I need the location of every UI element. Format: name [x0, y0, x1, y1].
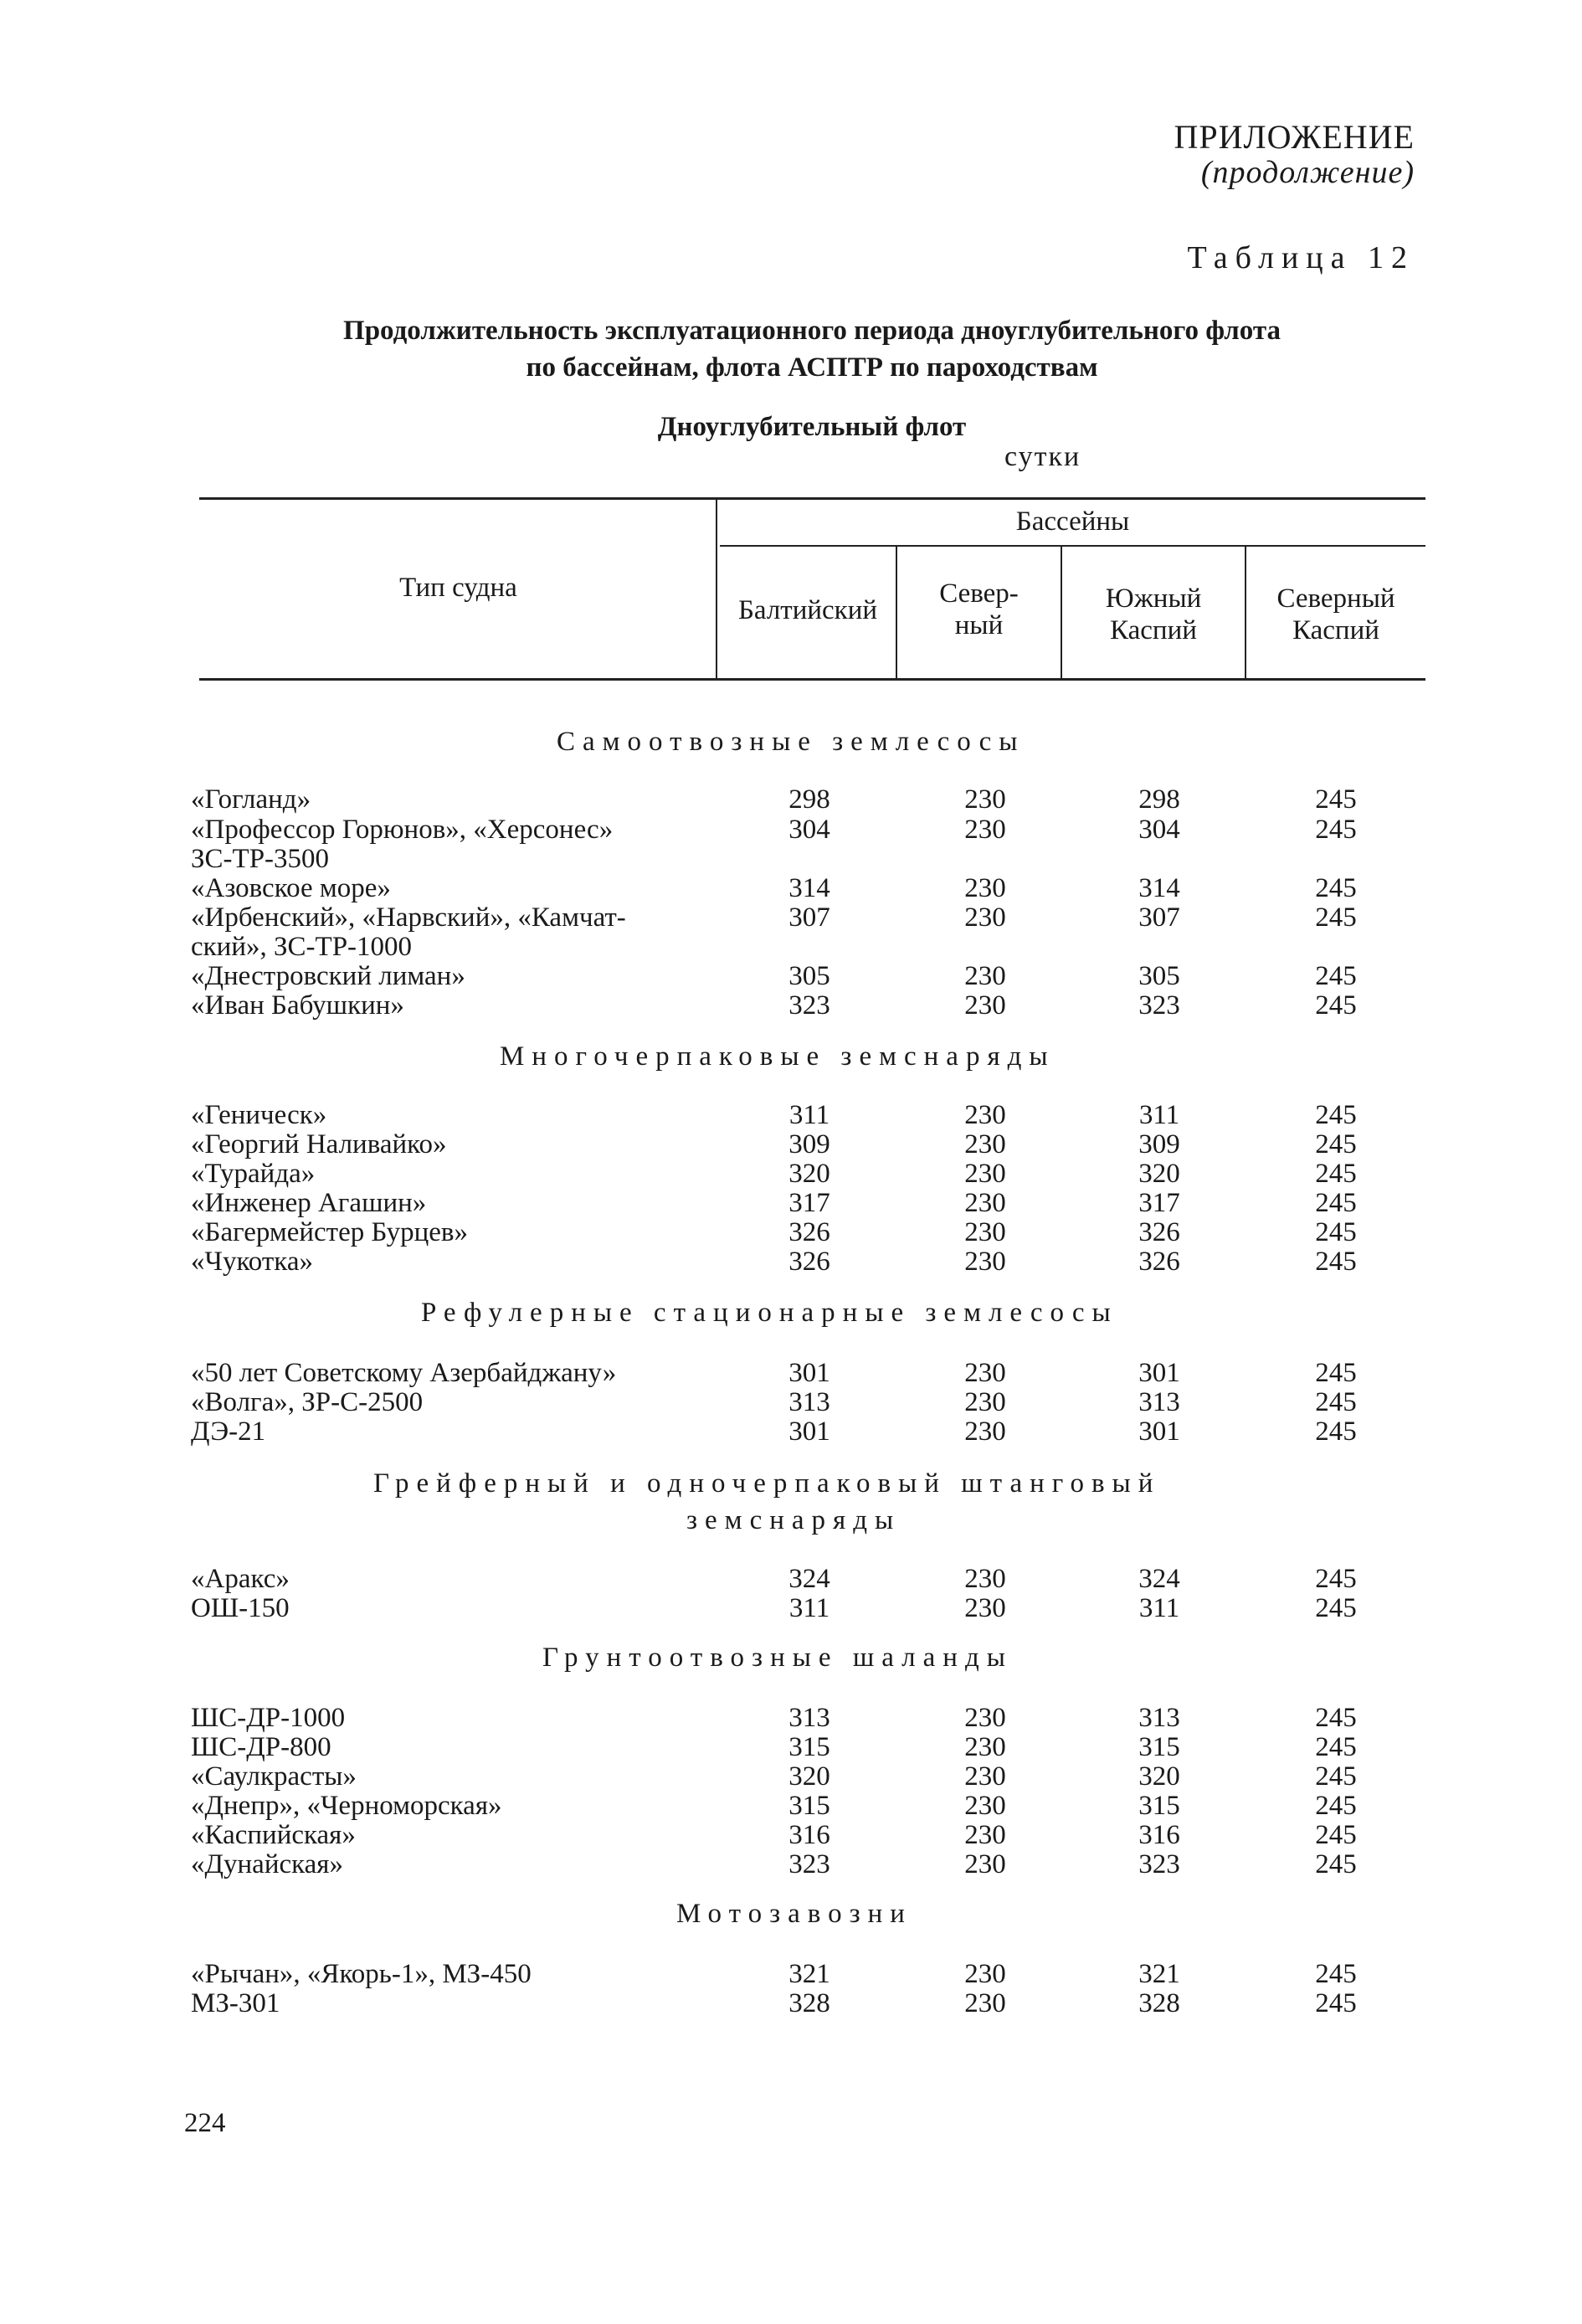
value-northern: 230 [964, 1358, 1006, 1388]
col-header-vessel-type: Тип судна [399, 573, 517, 603]
value-baltic: 321 [788, 1959, 830, 1989]
value-baltic: 323 [788, 990, 830, 1021]
vessel-name: «Дунайская» [191, 1849, 343, 1879]
table-row [0, 1761, 1582, 1792]
vessel-name: «Днестровский лиман» [191, 961, 465, 991]
value-south-caspian: 324 [1138, 1564, 1180, 1594]
value-south-caspian: 313 [1138, 1703, 1180, 1733]
vessel-name: «Днепр», «Черноморская» [191, 1791, 502, 1821]
value-south-caspian: 323 [1138, 990, 1180, 1021]
value-northern: 230 [964, 873, 1006, 903]
vessel-name: «Саулкрасты» [191, 1761, 357, 1792]
table-row [0, 1564, 1582, 1594]
value-northern: 230 [964, 1820, 1006, 1850]
value-north-caspian: 245 [1315, 1959, 1357, 1989]
table-row [0, 961, 1582, 991]
col-header-baltic: Балтийский [737, 595, 878, 625]
value-northern: 230 [964, 1247, 1006, 1277]
table-row [0, 1791, 1582, 1821]
value-baltic: 320 [788, 1159, 830, 1189]
value-south-caspian: 311 [1138, 1100, 1180, 1130]
value-baltic: 320 [788, 1761, 830, 1792]
value-baltic: 313 [788, 1703, 830, 1733]
header-divider-1 [716, 499, 717, 678]
vessel-name: МЗ-301 [191, 1988, 280, 2018]
value-south-caspian: 316 [1138, 1820, 1180, 1850]
table-row [0, 784, 1582, 815]
value-baltic: 324 [788, 1564, 830, 1594]
table-row [0, 1387, 1582, 1417]
page-number: 224 [184, 2108, 226, 2138]
header-bottom-rule [199, 678, 1425, 681]
value-northern: 230 [964, 1761, 1006, 1792]
value-north-caspian: 245 [1315, 1593, 1357, 1623]
value-baltic: 315 [788, 1732, 830, 1762]
vessel-name: «Иван Бабушкин» [191, 990, 404, 1021]
unit-label: сутки [1004, 441, 1081, 472]
vessel-name: «Георгий Наливайко» [191, 1129, 447, 1159]
value-baltic: 315 [788, 1791, 830, 1821]
table-number: Таблица 12 [1187, 240, 1415, 275]
vessel-name-continuation: ЗС-ТР-3500 [191, 844, 330, 874]
value-north-caspian: 245 [1315, 1159, 1357, 1189]
vessel-name: «Профессор Горюнов», «Херсонес» [191, 815, 614, 845]
value-baltic: 326 [788, 1247, 830, 1277]
value-south-caspian: 305 [1138, 961, 1180, 991]
value-northern: 230 [964, 1129, 1006, 1159]
value-baltic: 316 [788, 1820, 830, 1850]
col-header-north-caspian: Северный Каспий [1276, 584, 1395, 645]
value-south-caspian: 315 [1138, 1791, 1180, 1821]
value-baltic: 311 [788, 1100, 830, 1130]
value-south-caspian: 307 [1138, 902, 1180, 933]
vessel-name: «50 лет Советскому Азербайджану» [191, 1358, 617, 1388]
value-baltic: 314 [788, 873, 830, 903]
value-baltic: 304 [788, 815, 830, 845]
table-row [0, 1247, 1582, 1277]
value-north-caspian: 245 [1315, 1820, 1357, 1850]
value-south-caspian: 320 [1138, 1761, 1180, 1792]
value-north-caspian: 245 [1315, 815, 1357, 845]
value-northern: 230 [964, 961, 1006, 991]
value-baltic: 298 [788, 784, 830, 815]
header-top-rule [199, 497, 1425, 500]
value-northern: 230 [964, 1100, 1006, 1130]
value-south-caspian: 301 [1138, 1417, 1180, 1447]
value-baltic: 328 [788, 1988, 830, 2018]
value-south-caspian: 326 [1138, 1217, 1180, 1247]
value-south-caspian: 298 [1138, 784, 1180, 815]
vessel-name: «Чукотка» [191, 1247, 313, 1277]
value-north-caspian: 245 [1315, 1417, 1357, 1447]
table-row [0, 1358, 1582, 1388]
vessel-name: «Инженер Агашин» [191, 1188, 427, 1218]
table-row [0, 1703, 1582, 1733]
vessel-name: «Ирбенский», «Нарвский», «Камчат- [191, 902, 626, 933]
table-row [0, 1959, 1582, 1989]
table-row [0, 1988, 1582, 2018]
value-baltic: 307 [788, 902, 830, 933]
value-south-caspian: 304 [1138, 815, 1180, 845]
value-north-caspian: 245 [1315, 1703, 1357, 1733]
value-baltic: 323 [788, 1849, 830, 1879]
value-south-caspian: 326 [1138, 1247, 1180, 1277]
value-north-caspian: 245 [1315, 1387, 1357, 1417]
appendix-heading: ПРИЛОЖЕНИЕ [1174, 118, 1415, 156]
table-title-line-2: по бассейнам, флота АСПТР по пароходствам [526, 352, 1098, 383]
table-row [0, 815, 1582, 845]
value-northern: 230 [964, 1564, 1006, 1594]
value-south-caspian: 314 [1138, 873, 1180, 903]
table-title-line-1: Продолжительность эксплуатационного периода дноуглубительного флота [343, 316, 1281, 346]
value-northern: 230 [964, 1188, 1006, 1218]
value-baltic: 326 [788, 1217, 830, 1247]
value-northern: 230 [964, 1791, 1006, 1821]
value-south-caspian: 313 [1138, 1387, 1180, 1417]
value-baltic: 311 [788, 1593, 830, 1623]
value-northern: 230 [964, 784, 1006, 815]
vessel-name: «Рычан», «Якорь-1», МЗ-450 [191, 1959, 532, 1989]
section-title-continuation: земснаряды [686, 1505, 901, 1535]
vessel-name: ШС-ДР-800 [191, 1732, 331, 1762]
vessel-name: ДЭ-21 [191, 1417, 266, 1447]
value-north-caspian: 245 [1315, 1564, 1357, 1594]
col-header-south-caspian: Южный Каспий [1105, 584, 1202, 645]
value-north-caspian: 245 [1315, 1129, 1357, 1159]
continuation-note: (продолжение) [1200, 155, 1415, 190]
vessel-name: ШС-ДР-1000 [191, 1703, 346, 1733]
value-north-caspian: 245 [1315, 784, 1357, 815]
value-northern: 230 [964, 1217, 1006, 1247]
value-north-caspian: 245 [1315, 1849, 1357, 1879]
table-row [0, 1217, 1582, 1247]
value-baltic: 313 [788, 1387, 830, 1417]
value-north-caspian: 245 [1315, 1358, 1357, 1388]
vessel-name: «Геническ» [191, 1100, 327, 1130]
table-row [0, 873, 1582, 903]
value-northern: 230 [964, 902, 1006, 933]
value-north-caspian: 245 [1315, 961, 1357, 991]
table-row [0, 1188, 1582, 1218]
section-title: Самоотвозные землесосы [557, 727, 1025, 757]
col-header-basins: Бассейны [1015, 506, 1130, 537]
value-northern: 230 [964, 1703, 1006, 1733]
value-north-caspian: 245 [1315, 1761, 1357, 1792]
value-northern: 230 [964, 1988, 1006, 2018]
value-baltic: 301 [788, 1417, 830, 1447]
value-baltic: 305 [788, 961, 830, 991]
section-title: Рефулерные стационарные землесосы [421, 1298, 1118, 1328]
value-north-caspian: 245 [1315, 990, 1357, 1021]
value-south-caspian: 317 [1138, 1188, 1180, 1218]
table-row [0, 1732, 1582, 1762]
value-northern: 230 [964, 1417, 1006, 1447]
value-northern: 230 [964, 815, 1006, 845]
value-baltic: 317 [788, 1188, 830, 1218]
section-title: Мотозавозни [676, 1899, 912, 1929]
section-title: Грейферный и одночерпаковый штанговый [373, 1468, 1161, 1499]
table-row [0, 990, 1582, 1021]
value-north-caspian: 245 [1315, 1188, 1357, 1218]
value-baltic: 301 [788, 1358, 830, 1388]
value-northern: 230 [964, 990, 1006, 1021]
basins-rule [720, 545, 1425, 547]
value-north-caspian: 245 [1315, 1988, 1357, 2018]
value-northern: 230 [964, 1959, 1006, 1989]
vessel-name: ОШ-150 [191, 1593, 290, 1623]
value-northern: 230 [964, 1732, 1006, 1762]
value-northern: 230 [964, 1593, 1006, 1623]
value-north-caspian: 245 [1315, 1217, 1357, 1247]
vessel-name: «Каспийская» [191, 1820, 356, 1850]
table-row [0, 1129, 1582, 1159]
table-row [0, 1849, 1582, 1879]
value-south-caspian: 321 [1138, 1959, 1180, 1989]
value-north-caspian: 245 [1315, 873, 1357, 903]
value-north-caspian: 245 [1315, 1732, 1357, 1762]
vessel-name: «Волга», ЗР-С-2500 [191, 1387, 424, 1417]
vessel-name: «Азовское море» [191, 873, 391, 903]
value-northern: 230 [964, 1849, 1006, 1879]
table-row [0, 902, 1582, 933]
value-south-caspian: 301 [1138, 1358, 1180, 1388]
value-south-caspian: 309 [1138, 1129, 1180, 1159]
value-north-caspian: 245 [1315, 1100, 1357, 1130]
section-title: Многочерпаковые земснаряды [500, 1041, 1056, 1072]
value-south-caspian: 328 [1138, 1988, 1180, 2018]
value-south-caspian: 315 [1138, 1732, 1180, 1762]
value-south-caspian: 323 [1138, 1849, 1180, 1879]
vessel-name: «Гогланд» [191, 784, 311, 815]
value-northern: 230 [964, 1387, 1006, 1417]
table-row [0, 1100, 1582, 1130]
value-north-caspian: 245 [1315, 1791, 1357, 1821]
table-row [0, 1593, 1582, 1623]
value-north-caspian: 245 [1315, 1247, 1357, 1277]
section-title: Грунтоотвозные шаланды [542, 1643, 1013, 1673]
table-row [0, 1417, 1582, 1447]
vessel-name: «Аракс» [191, 1564, 290, 1594]
value-south-caspian: 320 [1138, 1159, 1180, 1189]
col-header-northern: Север- ный [939, 578, 1019, 640]
vessel-name-continuation: ский», ЗС-ТР-1000 [191, 932, 413, 962]
value-north-caspian: 245 [1315, 902, 1357, 933]
table-row [0, 1159, 1582, 1189]
table-row [0, 1820, 1582, 1850]
value-northern: 230 [964, 1159, 1006, 1189]
value-south-caspian: 311 [1138, 1593, 1180, 1623]
vessel-name: «Багермейстер Бурцев» [191, 1217, 469, 1247]
vessel-name: «Турайда» [191, 1159, 316, 1189]
table-subtitle: Дноуглубительный флот [657, 412, 967, 442]
value-baltic: 309 [788, 1129, 830, 1159]
